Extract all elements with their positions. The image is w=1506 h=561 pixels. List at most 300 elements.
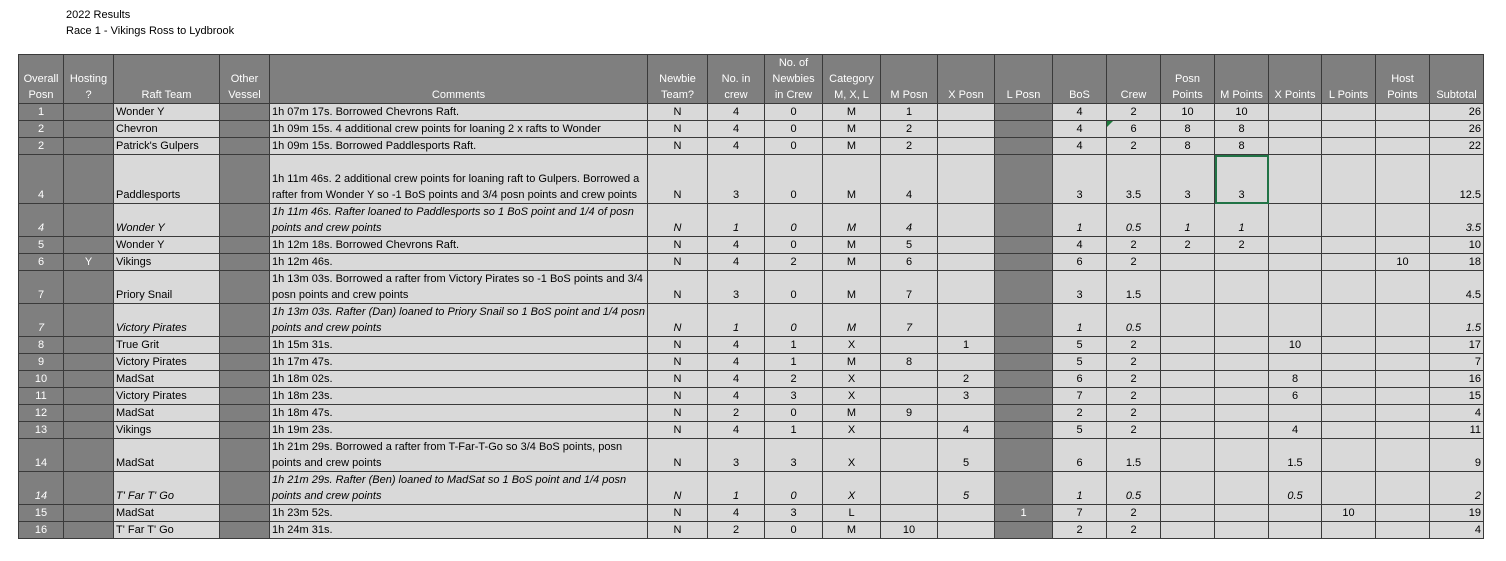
cell-team[interactable]: Victory Pirates [114,304,220,337]
column-header[interactable]: Subtotal [1430,55,1484,104]
cell-newbies[interactable]: 3 [765,439,823,472]
cell-xpts[interactable]: 6 [1269,388,1322,405]
cell-other[interactable] [220,405,270,422]
column-header[interactable]: Category M, X, L [823,55,881,104]
cell-posn[interactable]: 8 [19,337,64,354]
column-header[interactable]: No. of Newbies in Crew [765,55,823,104]
cell-other[interactable] [220,505,270,522]
cell-sub[interactable]: 16 [1430,371,1484,388]
cell-xpts[interactable] [1269,304,1322,337]
cell-lpts[interactable] [1322,271,1376,304]
cell-crew[interactable]: 2 [1107,354,1161,371]
cell-newbie[interactable]: N [648,304,708,337]
cell-posn[interactable]: 11 [19,388,64,405]
cell-hostpts[interactable] [1376,522,1430,539]
cell-lposn[interactable] [995,422,1053,439]
column-header[interactable]: Comments [270,55,648,104]
cell-xpts[interactable] [1269,155,1322,204]
cell-posn[interactable]: 4 [19,155,64,204]
cell-hostpts[interactable] [1376,155,1430,204]
cell-mpts[interactable] [1215,354,1269,371]
cell-newbies[interactable]: 3 [765,388,823,405]
cell-mpts[interactable]: 1 [1215,204,1269,237]
cell-sub[interactable]: 4.5 [1430,271,1484,304]
cell-sub[interactable]: 10 [1430,237,1484,254]
cell-xpts[interactable]: 10 [1269,337,1322,354]
cell-crew[interactable]: 2 [1107,405,1161,422]
cell-hostpts[interactable] [1376,505,1430,522]
cell-lposn[interactable] [995,354,1053,371]
cell-xposn[interactable] [938,254,995,271]
cell-mpts[interactable] [1215,337,1269,354]
cell-lpts[interactable] [1322,237,1376,254]
cell-xpts[interactable] [1269,271,1322,304]
cell-bos[interactable]: 5 [1053,354,1107,371]
cell-hostpts[interactable] [1376,237,1430,254]
cell-cat[interactable]: L [823,505,881,522]
cell-comment[interactable]: 1h 18m 02s. [270,371,648,388]
cell-lpts[interactable] [1322,204,1376,237]
cell-lposn[interactable] [995,104,1053,121]
cell-sub[interactable]: 17 [1430,337,1484,354]
cell-comment[interactable]: 1h 11m 46s. 2 additional crew points for loaning raft to Gulpers. Borrowed a rafter from Wonder Y so -1 BoS points and 3/4 posn points and crew points [270,155,648,204]
cell-lposn[interactable] [995,472,1053,505]
cell-hostpts[interactable] [1376,388,1430,405]
cell-cat[interactable]: X [823,422,881,439]
column-header[interactable]: Hosting ? [64,55,114,104]
cell-comment[interactable]: 1h 11m 46s. Rafter loaned to Paddlesports so 1 BoS point and 1/4 of posn points and crew points [270,204,648,237]
cell-host[interactable] [64,472,114,505]
cell-lposn[interactable] [995,388,1053,405]
cell-lpts[interactable] [1322,254,1376,271]
cell-mposn[interactable]: 1 [881,104,938,121]
cell-lpts[interactable] [1322,405,1376,422]
cell-other[interactable] [220,354,270,371]
cell-lposn[interactable] [995,439,1053,472]
cell-cat[interactable]: M [823,138,881,155]
cell-other[interactable] [220,304,270,337]
cell-sub[interactable]: 18 [1430,254,1484,271]
cell-comment[interactable]: 1h 24m 31s. [270,522,648,539]
cell-crew[interactable]: 0.5 [1107,472,1161,505]
cell-posnpts[interactable] [1161,304,1215,337]
cell-team[interactable]: Vikings [114,422,220,439]
cell-cat[interactable]: M [823,271,881,304]
cell-hostpts[interactable] [1376,371,1430,388]
cell-host[interactable] [64,505,114,522]
cell-xposn[interactable] [938,522,995,539]
cell-team[interactable]: Victory Pirates [114,354,220,371]
cell-bos[interactable]: 2 [1053,522,1107,539]
cell-crew[interactable]: 2 [1107,104,1161,121]
cell-sub[interactable]: 1.5 [1430,304,1484,337]
cell-bos[interactable]: 1 [1053,304,1107,337]
cell-lpts[interactable] [1322,354,1376,371]
cell-newbie[interactable]: N [648,138,708,155]
cell-posnpts[interactable] [1161,439,1215,472]
cell-crew_n[interactable]: 4 [708,237,765,254]
cell-hostpts[interactable] [1376,271,1430,304]
cell-newbie[interactable]: N [648,271,708,304]
cell-bos[interactable]: 4 [1053,237,1107,254]
cell-newbies[interactable]: 2 [765,254,823,271]
cell-team[interactable]: Wonder Y [114,104,220,121]
cell-hostpts[interactable] [1376,337,1430,354]
cell-hostpts[interactable] [1376,354,1430,371]
cell-sub[interactable]: 3.5 [1430,204,1484,237]
cell-hostpts[interactable] [1376,138,1430,155]
cell-xpts[interactable] [1269,405,1322,422]
cell-posnpts[interactable]: 3 [1161,155,1215,204]
cell-mposn[interactable]: 7 [881,271,938,304]
cell-newbie[interactable]: N [648,237,708,254]
cell-xposn[interactable] [938,271,995,304]
cell-posnpts[interactable] [1161,388,1215,405]
cell-lposn[interactable] [995,522,1053,539]
cell-comment[interactable]: 1h 12m 18s. Borrowed Chevrons Raft. [270,237,648,254]
cell-xposn[interactable]: 5 [938,472,995,505]
cell-team[interactable]: T' Far T' Go [114,472,220,505]
column-header[interactable]: Other Vessel [220,55,270,104]
cell-xposn[interactable] [938,138,995,155]
cell-hostpts[interactable] [1376,121,1430,138]
cell-xpts[interactable] [1269,237,1322,254]
column-header[interactable]: L Posn [995,55,1053,104]
cell-team[interactable]: Victory Pirates [114,388,220,405]
cell-xposn[interactable] [938,204,995,237]
cell-host[interactable] [64,104,114,121]
cell-team[interactable]: MadSat [114,439,220,472]
cell-lposn[interactable] [995,237,1053,254]
column-header[interactable]: Crew [1107,55,1161,104]
cell-other[interactable] [220,472,270,505]
cell-lpts[interactable] [1322,388,1376,405]
cell-mposn[interactable]: 2 [881,121,938,138]
cell-newbie[interactable]: N [648,371,708,388]
cell-crew_n[interactable]: 1 [708,472,765,505]
cell-xposn[interactable] [938,237,995,254]
cell-team[interactable]: Vikings [114,254,220,271]
cell-cat[interactable]: M [823,104,881,121]
cell-host[interactable] [64,155,114,204]
cell-newbies[interactable]: 1 [765,354,823,371]
column-header[interactable]: No. in crew [708,55,765,104]
cell-mpts[interactable]: 2 [1215,237,1269,254]
cell-host[interactable] [64,271,114,304]
cell-newbies[interactable]: 0 [765,304,823,337]
cell-team[interactable]: T' Far T' Go [114,522,220,539]
cell-xpts[interactable] [1269,104,1322,121]
cell-bos[interactable]: 1 [1053,204,1107,237]
cell-cat[interactable]: M [823,254,881,271]
column-header[interactable]: X Points [1269,55,1322,104]
cell-lposn[interactable] [995,371,1053,388]
cell-posn[interactable]: 10 [19,371,64,388]
cell-mpts[interactable] [1215,422,1269,439]
cell-hostpts[interactable] [1376,422,1430,439]
cell-lpts[interactable] [1322,371,1376,388]
cell-xpts[interactable] [1269,138,1322,155]
cell-lposn[interactable] [995,405,1053,422]
cell-crew[interactable]: 3.5 [1107,155,1161,204]
cell-bos[interactable]: 6 [1053,439,1107,472]
cell-team[interactable]: Priory Snail [114,271,220,304]
cell-mposn[interactable]: 6 [881,254,938,271]
cell-other[interactable] [220,155,270,204]
cell-bos[interactable]: 6 [1053,371,1107,388]
cell-newbie[interactable]: N [648,254,708,271]
cell-other[interactable] [220,204,270,237]
cell-newbie[interactable]: N [648,121,708,138]
cell-crew_n[interactable]: 4 [708,371,765,388]
cell-xposn[interactable] [938,505,995,522]
cell-posn[interactable]: 2 [19,121,64,138]
cell-crew_n[interactable]: 4 [708,104,765,121]
cell-newbies[interactable]: 0 [765,204,823,237]
cell-crew_n[interactable]: 4 [708,388,765,405]
cell-crew_n[interactable]: 4 [708,422,765,439]
cell-sub[interactable]: 2 [1430,472,1484,505]
cell-host[interactable] [64,237,114,254]
cell-lposn[interactable] [995,254,1053,271]
cell-mpts[interactable] [1215,505,1269,522]
cell-posnpts[interactable] [1161,371,1215,388]
cell-team[interactable]: True Grit [114,337,220,354]
cell-host[interactable] [64,138,114,155]
cell-lpts[interactable] [1322,155,1376,204]
cell-cat[interactable]: X [823,371,881,388]
cell-crew_n[interactable]: 3 [708,155,765,204]
column-header[interactable]: Host Points [1376,55,1430,104]
cell-lpts[interactable] [1322,472,1376,505]
cell-posn[interactable]: 2 [19,138,64,155]
column-header[interactable]: Overall Posn [19,55,64,104]
cell-posnpts[interactable] [1161,522,1215,539]
cell-bos[interactable]: 5 [1053,337,1107,354]
cell-newbie[interactable]: N [648,505,708,522]
cell-posn[interactable]: 6 [19,254,64,271]
cell-xposn[interactable]: 3 [938,388,995,405]
column-header[interactable]: M Points [1215,55,1269,104]
cell-hostpts[interactable] [1376,204,1430,237]
cell-newbies[interactable]: 0 [765,121,823,138]
cell-lpts[interactable] [1322,121,1376,138]
cell-cat[interactable]: M [823,354,881,371]
cell-crew_n[interactable]: 4 [708,505,765,522]
cell-lposn[interactable] [995,138,1053,155]
cell-other[interactable] [220,254,270,271]
cell-bos[interactable]: 1 [1053,472,1107,505]
cell-cat[interactable]: X [823,388,881,405]
cell-lpts[interactable] [1322,522,1376,539]
cell-other[interactable] [220,121,270,138]
cell-posn[interactable]: 1 [19,104,64,121]
cell-posn[interactable]: 12 [19,405,64,422]
cell-crew[interactable]: 1.5 [1107,439,1161,472]
cell-crew[interactable]: 2 [1107,371,1161,388]
cell-crew_n[interactable]: 4 [708,138,765,155]
cell-xpts[interactable]: 1.5 [1269,439,1322,472]
cell-posnpts[interactable]: 1 [1161,204,1215,237]
cell-crew[interactable]: 0.5 [1107,304,1161,337]
cell-crew[interactable]: 2 [1107,337,1161,354]
cell-mpts[interactable] [1215,254,1269,271]
cell-sub[interactable]: 4 [1430,522,1484,539]
cell-posnpts[interactable] [1161,354,1215,371]
cell-xpts[interactable]: 4 [1269,422,1322,439]
cell-cat[interactable]: M [823,237,881,254]
cell-xposn[interactable] [938,155,995,204]
cell-cat[interactable]: M [823,304,881,337]
cell-bos[interactable]: 6 [1053,254,1107,271]
cell-newbies[interactable]: 3 [765,505,823,522]
cell-mpts[interactable] [1215,388,1269,405]
cell-sub[interactable]: 15 [1430,388,1484,405]
cell-hostpts[interactable]: 10 [1376,254,1430,271]
cell-hostpts[interactable] [1376,405,1430,422]
cell-newbies[interactable]: 0 [765,138,823,155]
cell-comment[interactable]: 1h 18m 23s. [270,388,648,405]
cell-xpts[interactable] [1269,354,1322,371]
cell-team[interactable]: MadSat [114,405,220,422]
column-header[interactable]: Raft Team [114,55,220,104]
cell-crew[interactable]: 1.5 [1107,271,1161,304]
cell-posnpts[interactable]: 8 [1161,138,1215,155]
cell-xpts[interactable] [1269,522,1322,539]
cell-newbies[interactable]: 0 [765,405,823,422]
cell-crew_n[interactable]: 3 [708,439,765,472]
cell-posnpts[interactable] [1161,254,1215,271]
cell-host[interactable] [64,388,114,405]
cell-crew[interactable]: 2 [1107,237,1161,254]
cell-mposn[interactable]: 7 [881,304,938,337]
cell-posn[interactable]: 7 [19,304,64,337]
cell-newbie[interactable]: N [648,439,708,472]
cell-crew_n[interactable]: 4 [708,354,765,371]
cell-posnpts[interactable] [1161,472,1215,505]
cell-lposn[interactable]: 1 [995,505,1053,522]
column-header[interactable]: Newbie Team? [648,55,708,104]
cell-mpts[interactable] [1215,371,1269,388]
cell-host[interactable] [64,204,114,237]
cell-xposn[interactable]: 2 [938,371,995,388]
cell-comment[interactable]: 1h 13m 03s. Borrowed a rafter from Victory Pirates so -1 BoS points and 3/4 posn points and crew points [270,271,648,304]
cell-sub[interactable]: 7 [1430,354,1484,371]
cell-lposn[interactable] [995,304,1053,337]
cell-mposn[interactable] [881,505,938,522]
cell-host[interactable] [64,304,114,337]
cell-sub[interactable]: 12.5 [1430,155,1484,204]
cell-sub[interactable]: 19 [1430,505,1484,522]
cell-other[interactable] [220,271,270,304]
cell-posn[interactable]: 16 [19,522,64,539]
cell-posn[interactable]: 5 [19,237,64,254]
cell-comment[interactable]: 1h 19m 23s. [270,422,648,439]
cell-newbie[interactable]: N [648,155,708,204]
cell-other[interactable] [220,422,270,439]
cell-bos[interactable]: 5 [1053,422,1107,439]
cell-posn[interactable]: 4 [19,204,64,237]
cell-posn[interactable]: 9 [19,354,64,371]
cell-crew_n[interactable]: 4 [708,254,765,271]
cell-team[interactable]: Wonder Y [114,204,220,237]
cell-crew[interactable]: 2 [1107,388,1161,405]
cell-other[interactable] [220,522,270,539]
cell-newbies[interactable]: 0 [765,271,823,304]
cell-team[interactable]: Chevron [114,121,220,138]
cell-hostpts[interactable] [1376,472,1430,505]
cell-comment[interactable]: 1h 17m 47s. [270,354,648,371]
cell-newbie[interactable]: N [648,522,708,539]
cell-other[interactable] [220,104,270,121]
cell-mpts[interactable] [1215,472,1269,505]
cell-newbie[interactable]: N [648,104,708,121]
column-header[interactable]: M Posn [881,55,938,104]
cell-team[interactable]: Paddlesports [114,155,220,204]
cell-mposn[interactable] [881,439,938,472]
cell-mpts[interactable] [1215,439,1269,472]
cell-crew[interactable]: 0.5 [1107,204,1161,237]
cell-newbie[interactable]: N [648,472,708,505]
cell-posn[interactable]: 7 [19,271,64,304]
cell-bos[interactable]: 4 [1053,138,1107,155]
cell-team[interactable]: Patrick's Gulpers [114,138,220,155]
cell-host[interactable] [64,371,114,388]
cell-host[interactable] [64,439,114,472]
cell-comment[interactable]: 1h 13m 03s. Rafter (Dan) loaned to Priory Snail so 1 BoS point and 1/4 posn points and crew points [270,304,648,337]
cell-cat[interactable]: M [823,155,881,204]
cell-cat[interactable]: X [823,439,881,472]
cell-newbie[interactable]: N [648,204,708,237]
cell-posn[interactable]: 14 [19,472,64,505]
cell-cat[interactable]: X [823,472,881,505]
cell-bos[interactable]: 7 [1053,388,1107,405]
cell-host[interactable] [64,405,114,422]
cell-newbies[interactable]: 0 [765,155,823,204]
cell-mpts[interactable]: 10 [1215,104,1269,121]
cell-cat[interactable]: M [823,204,881,237]
cell-mposn[interactable] [881,472,938,505]
cell-xposn[interactable] [938,304,995,337]
cell-posnpts[interactable]: 2 [1161,237,1215,254]
cell-xposn[interactable]: 5 [938,439,995,472]
cell-lposn[interactable] [995,155,1053,204]
cell-mposn[interactable] [881,371,938,388]
cell-posnpts[interactable]: 8 [1161,121,1215,138]
cell-mposn[interactable]: 4 [881,204,938,237]
cell-mpts[interactable] [1215,522,1269,539]
cell-newbies[interactable]: 0 [765,237,823,254]
cell-other[interactable] [220,138,270,155]
cell-mposn[interactable]: 2 [881,138,938,155]
cell-mposn[interactable]: 4 [881,155,938,204]
cell-other[interactable] [220,439,270,472]
cell-posnpts[interactable] [1161,271,1215,304]
cell-posn[interactable]: 13 [19,422,64,439]
cell-comment[interactable]: 1h 15m 31s. [270,337,648,354]
cell-comment[interactable]: 1h 12m 46s. [270,254,648,271]
cell-lpts[interactable] [1322,439,1376,472]
cell-crew_n[interactable]: 4 [708,121,765,138]
cell-xposn[interactable] [938,121,995,138]
cell-host[interactable] [64,354,114,371]
cell-mposn[interactable] [881,422,938,439]
cell-other[interactable] [220,237,270,254]
cell-xpts[interactable] [1269,254,1322,271]
cell-newbie[interactable]: N [648,388,708,405]
cell-cat[interactable]: M [823,121,881,138]
column-header[interactable]: BoS [1053,55,1107,104]
